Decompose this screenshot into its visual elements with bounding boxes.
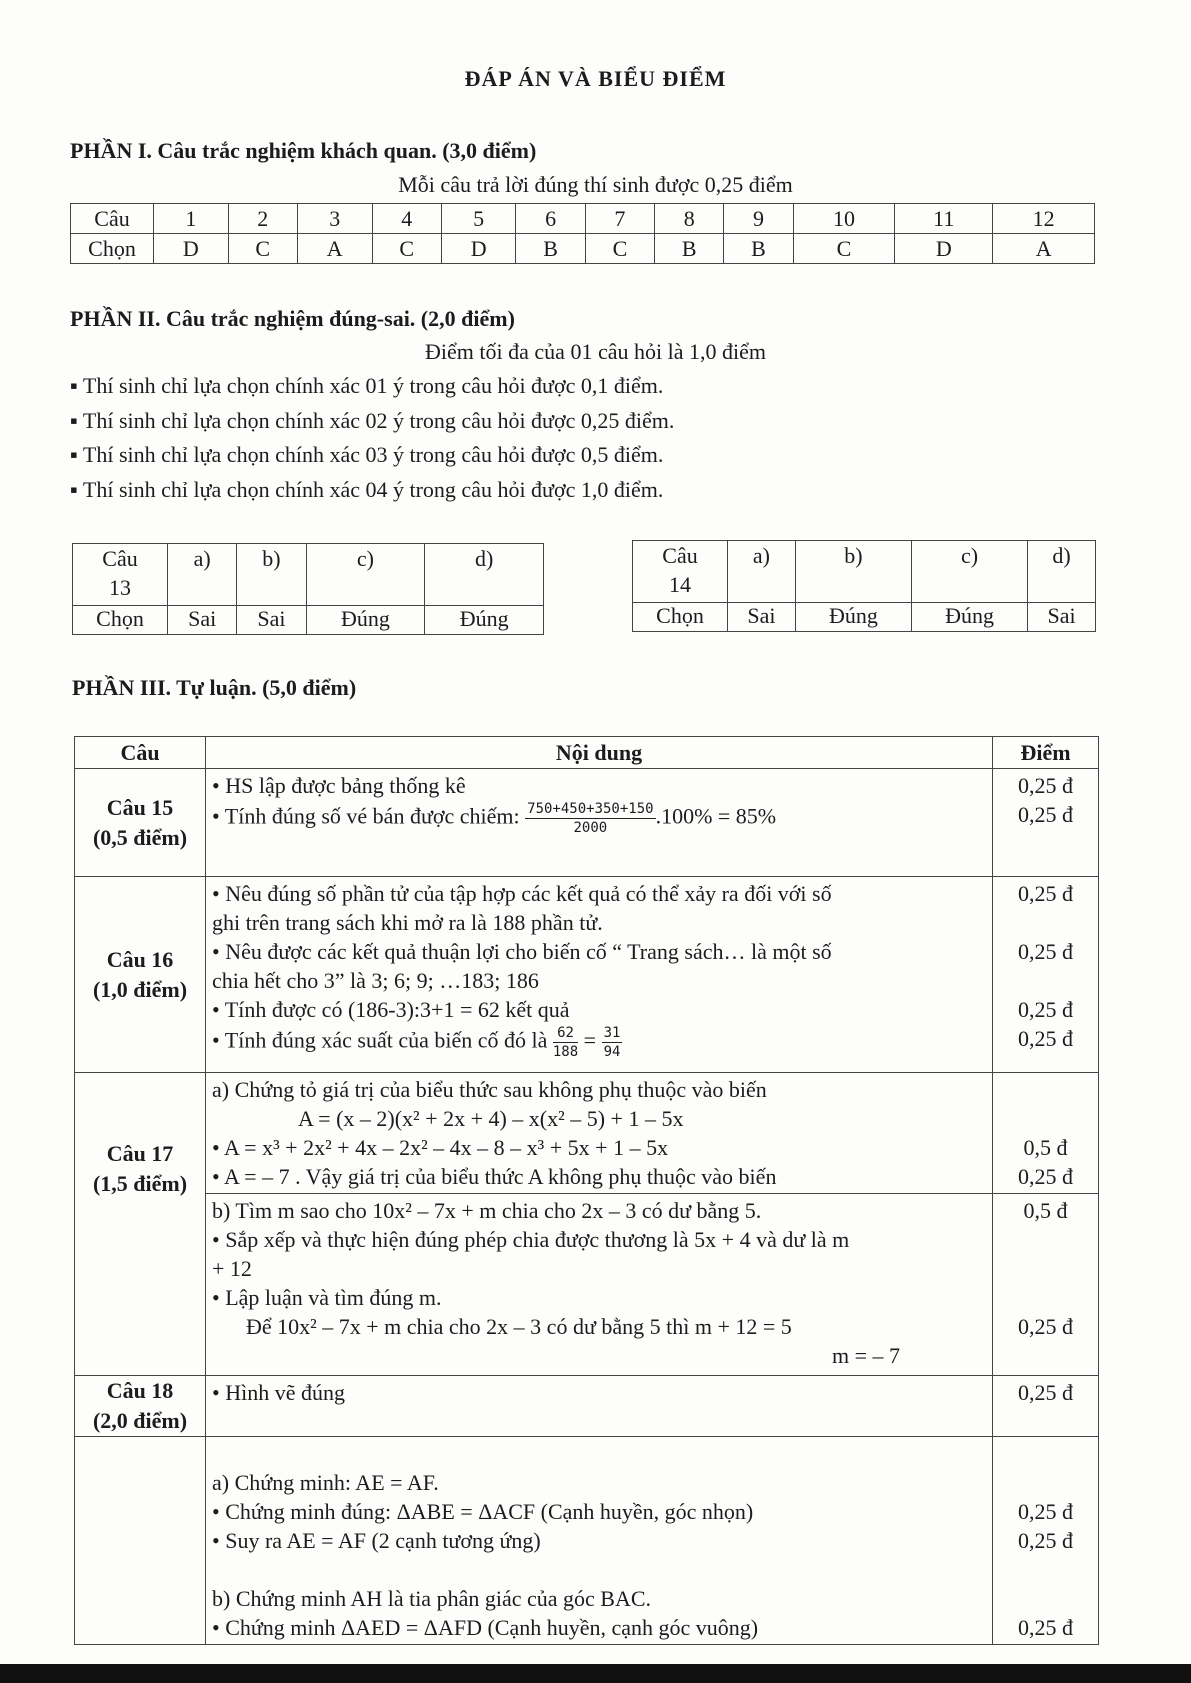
- rule: ▪ Thí sinh chỉ lựa chọn chính xác 04 ý trong câu hỏi được 1,0 điểm.: [70, 477, 664, 502]
- option: c): [306, 544, 425, 606]
- answer: Sai: [168, 606, 237, 635]
- q16-label: Câu 16 (1,0 điểm): [75, 877, 206, 1073]
- answer: A: [993, 234, 1095, 264]
- q-label: Câu 14: [633, 541, 728, 603]
- answer: B: [516, 234, 585, 264]
- answer: Đúng: [911, 603, 1027, 632]
- part3-table: [74, 736, 1099, 1645]
- fraction: $\frac{62}{188}$: [552, 1025, 579, 1060]
- q15-scores: 0,25 đ 0,25 đ: [993, 769, 1099, 877]
- part2-note: Điểm tối đa của 01 câu hỏi là 1,0 điểm: [425, 339, 766, 364]
- q-num: 8: [655, 204, 724, 234]
- q17a-scores: 0,5 đ 0,25 đ: [993, 1073, 1099, 1194]
- answer: D: [154, 234, 229, 264]
- q-num: 1: [154, 204, 229, 234]
- q-label: Câu 13: [73, 544, 168, 606]
- part1-note: Mỗi câu trả lời đúng thí sinh được 0,25 điểm: [398, 172, 793, 197]
- scan-edge: [0, 1664, 1191, 1683]
- part3-heading: PHẦN III. Tự luận. (5,0 điểm): [72, 675, 357, 700]
- q-num: 3: [297, 204, 372, 234]
- answer: C: [372, 234, 441, 264]
- q15-content: • HS lập được bảng thống kê • Tính đúng số vé bán được chiếm: $\frac{750+450+350+150}{2000}$ .100% = 85%: [206, 769, 993, 877]
- option: a): [168, 544, 237, 606]
- page-title: ĐÁP ÁN VÀ BIỂU ĐIỂM: [464, 66, 727, 91]
- option: d): [1028, 541, 1096, 603]
- answer: A: [297, 234, 372, 264]
- answer: D: [441, 234, 516, 264]
- q-num: 7: [585, 204, 654, 234]
- table-q13: [72, 543, 544, 635]
- answer: C: [585, 234, 654, 264]
- q-num: 9: [724, 204, 793, 234]
- answer: Đúng: [306, 606, 425, 635]
- q17b-content: b) Tìm m sao cho 10x² – 7x + m chia cho 2x – 3 có dư bằng 5. • Sắp xếp và thực hiện đúng phép chia được thương là 5x + 4 và dư là m + 12 • Lập luận và tìm đúng m. Để 10x² – 7x + m chia cho 2x – 3 có dư bằng 5 thì m + 12 = 5 m = – 7: [206, 1194, 993, 1376]
- answer: C: [793, 234, 895, 264]
- header-content: Nội dung: [206, 737, 993, 769]
- row-label: Chọn: [633, 603, 728, 632]
- rule: ▪ Thí sinh chỉ lựa chọn chính xác 02 ý trong câu hỏi được 0,25 điểm.: [70, 408, 675, 433]
- answer: Sai: [1028, 603, 1096, 632]
- answer: B: [655, 234, 724, 264]
- rule: ▪ Thí sinh chỉ lựa chọn chính xác 01 ý trong câu hỏi được 0,1 điểm.: [70, 373, 664, 398]
- row-label: Câu: [71, 204, 154, 234]
- row-label: Chọn: [73, 606, 168, 635]
- q18-drawing: • Hình vẽ đúng: [206, 1376, 993, 1437]
- q18-scores: 0,25 đ 0,25 đ 0,25 đ: [993, 1437, 1099, 1645]
- q-num: 6: [516, 204, 585, 234]
- q17a-content: a) Chứng tỏ giá trị của biểu thức sau không phụ thuộc vào biến A = (x – 2)(x² + 2x + 4) – x(x² – 5) + 1 – 5x • A = x³ + 2x² + 4x – 2x² – 4x – 8 – x³ + 5x + 1 – 5x • A = – 7 . Vậy giá trị của biểu thức A không phụ thuộc vào biến: [206, 1073, 993, 1194]
- q18-s0: 0,25 đ: [993, 1376, 1099, 1437]
- q18-label: Câu 18 (2,0 điểm): [75, 1376, 206, 1437]
- q18-content: a) Chứng minh: AE = AF. • Chứng minh đúng: ΔABE = ΔACF (Cạnh huyền, góc nhọn) • Suy ra AE = AF (2 cạnh tương ứng) b) Chứng minh AH là tia phân giác của góc BAC. • Chứng minh ΔAED = ΔAFD (Cạnh huyền, cạnh góc vuông): [206, 1437, 993, 1645]
- answer: Sai: [237, 606, 306, 635]
- fraction: $\frac{750+450+350+150}{2000}$: [527, 801, 654, 836]
- answer: Đúng: [795, 603, 911, 632]
- part2-heading: PHẦN II. Câu trắc nghiệm đúng-sai. (2,0 điểm): [70, 306, 515, 331]
- part1-table: [70, 203, 1095, 264]
- q-num: 10: [793, 204, 895, 234]
- q17-label: Câu 17 (1,5 điểm): [75, 1073, 206, 1376]
- answer: D: [895, 234, 993, 264]
- fraction: $\frac{31}{94}$: [603, 1025, 621, 1060]
- q-num: 2: [228, 204, 297, 234]
- q17b-scores: 0,5 đ 0,25 đ: [993, 1194, 1099, 1376]
- option: b): [237, 544, 306, 606]
- option: d): [425, 544, 544, 606]
- option: b): [795, 541, 911, 603]
- q-num: 12: [993, 204, 1095, 234]
- q16-content: • Nêu đúng số phần tử của tập hợp các kết quả có thể xảy ra đối với số ghi trên trang sách khi mở ra là 188 phần tử. • Nêu được các kết quả thuận lợi cho biến cố “ Trang sách… là một số chia hết cho 3” là 3; 6; 9; …183; 186 • Tính được có (186-3):3+1 = 62 kết quả • Tính đúng xác suất của biến cố đó là $\frac{62}{188}$ = $\frac{31}{94}$: [206, 877, 993, 1073]
- answer: Đúng: [425, 606, 544, 635]
- option: c): [911, 541, 1027, 603]
- q18-empty: [75, 1437, 206, 1645]
- answer: Sai: [728, 603, 796, 632]
- part1-heading: PHẦN I. Câu trắc nghiệm khách quan. (3,0 điểm): [70, 138, 537, 163]
- header-cau: Câu: [75, 737, 206, 769]
- header-score: Điểm: [993, 737, 1099, 769]
- answer: B: [724, 234, 793, 264]
- table-q14: [632, 540, 1096, 632]
- row-label: Chọn: [71, 234, 154, 264]
- q-num: 11: [895, 204, 993, 234]
- q-num: 4: [372, 204, 441, 234]
- q16-scores: 0,25 đ 0,25 đ 0,25 đ 0,25 đ: [993, 877, 1099, 1073]
- answer: C: [228, 234, 297, 264]
- q-num: 5: [441, 204, 516, 234]
- q15-label: Câu 15 (0,5 điểm): [75, 769, 206, 877]
- rule: ▪ Thí sinh chỉ lựa chọn chính xác 03 ý trong câu hỏi được 0,5 điểm.: [70, 442, 664, 467]
- option: a): [728, 541, 796, 603]
